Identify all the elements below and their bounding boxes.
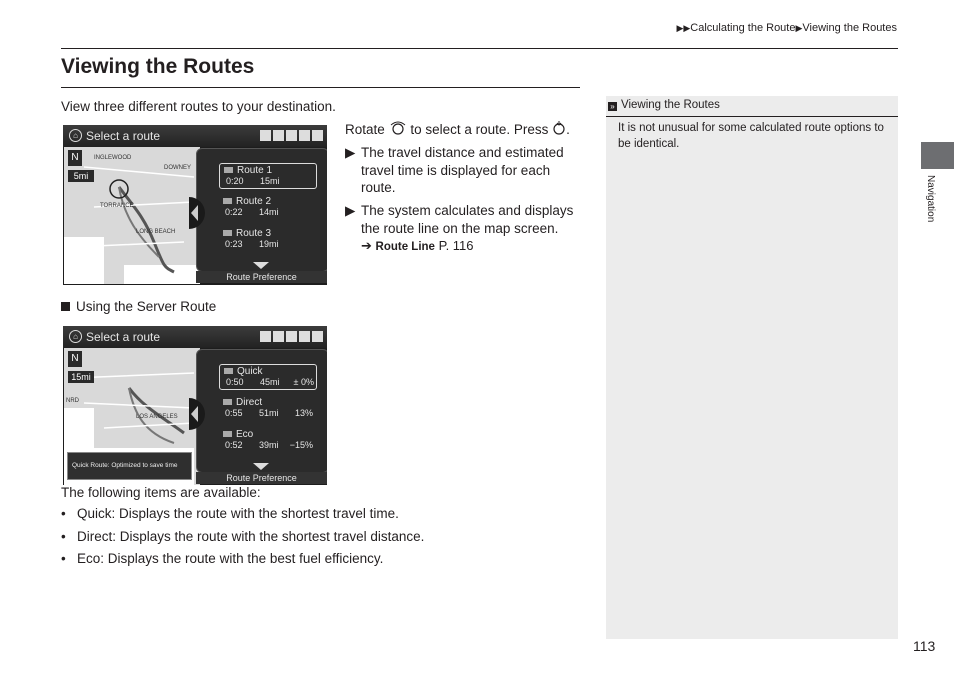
step-bullet: ▶ The travel distance and estimated travel time is displayed for each route. xyxy=(345,145,564,195)
screen-header xyxy=(63,326,327,348)
route-list-panel xyxy=(196,349,327,473)
interface-dial-rotate-icon xyxy=(389,121,407,135)
route-option[interactable]: Route 1 0:20 15mi xyxy=(219,163,317,189)
breadcrumb-separator: ▶ xyxy=(795,23,803,33)
back-icon: ⌂ xyxy=(69,330,82,343)
items-intro: The following items are available: xyxy=(61,485,261,500)
screen-title: Select a route xyxy=(86,330,161,344)
section-tab-marker xyxy=(921,142,954,169)
items-list xyxy=(61,506,424,574)
reference-arrow-icon: ➔ xyxy=(361,238,372,253)
map-scale: 5mi xyxy=(68,170,94,182)
route-option[interactable]: Direct 0:55 51mi 13% xyxy=(225,397,313,418)
sidebar-note xyxy=(606,96,898,639)
route-preference-button[interactable]: Route Preference xyxy=(196,472,327,484)
map-label: LOS ANGELES xyxy=(136,414,178,420)
north-indicator: N xyxy=(68,150,82,166)
breadcrumb-current: Viewing the Routes xyxy=(802,22,897,34)
header-rule xyxy=(61,48,898,49)
north-indicator: N xyxy=(68,351,82,367)
cross-reference-link[interactable]: ➔ Route Line P. 116 xyxy=(361,238,474,253)
list-item: • Eco: Displays the route with the best fuel efficiency. xyxy=(61,551,384,566)
chevron-down-icon xyxy=(253,262,269,269)
status-icons xyxy=(260,130,323,141)
interface-dial-press-icon xyxy=(552,121,566,135)
intro-text: View three different routes to your destination. xyxy=(61,99,336,114)
route-option[interactable]: Quick 0:50 45mi ± 0% xyxy=(219,364,317,390)
back-icon: ⌂ xyxy=(69,129,82,142)
page-title: Viewing the Routes xyxy=(61,55,255,78)
title-rule xyxy=(61,87,580,88)
arrow-icon: ▶ xyxy=(345,145,356,160)
route-option[interactable]: Route 3 0:23 19mi xyxy=(225,228,279,249)
page-number: 113 xyxy=(913,638,936,654)
map-label: INGLEWOOD xyxy=(94,155,132,161)
note-icon: » xyxy=(608,102,617,111)
sidebar-body: It is not unusual for some calculated route options to be identical. xyxy=(618,122,884,150)
breadcrumb-section[interactable]: Calculating the Route xyxy=(690,22,796,34)
section-tab-label: Navigation xyxy=(925,175,936,223)
map-label: DOWNEY xyxy=(164,165,191,171)
map-label: TORRANCE xyxy=(100,203,134,209)
rotate-instruction: Rotate to select a route. Press . xyxy=(345,122,570,137)
route-tooltip: Quick Route: Optimized to save time xyxy=(67,452,192,480)
list-item: • Quick: Displays the route with the shortest travel time. xyxy=(61,506,399,521)
map-label: LONG BEACH xyxy=(136,229,176,235)
breadcrumb xyxy=(676,22,897,34)
arrow-icon: ▶ xyxy=(345,203,356,218)
status-icons xyxy=(260,331,323,342)
sidebar-heading: » Viewing the Routes xyxy=(606,96,898,117)
route-select-screenshot xyxy=(63,125,327,285)
step-bullet: ▶ The system calculates and displays the route line on the map screen. xyxy=(345,203,574,236)
list-item: • Direct: Displays the route with the shortest travel distance. xyxy=(61,528,425,544)
screen-title: Select a route xyxy=(86,129,161,143)
map-view xyxy=(64,147,200,284)
server-route-screenshot xyxy=(63,326,327,485)
route-list-panel xyxy=(196,148,327,272)
map-view xyxy=(64,348,200,485)
chevron-down-icon xyxy=(253,463,269,470)
map-scale: 15mi xyxy=(68,371,94,383)
subheading: Using the Server Route xyxy=(61,299,216,314)
route-option[interactable]: Eco 0:52 39mi −15% xyxy=(225,429,313,450)
breadcrumb-marker: ▶▶ xyxy=(676,23,691,33)
square-bullet-icon xyxy=(61,302,70,311)
route-preference-button[interactable]: Route Preference xyxy=(196,271,327,283)
map-label: NRD xyxy=(66,398,79,404)
screen-header xyxy=(63,125,327,147)
route-option[interactable]: Route 2 0:22 14mi xyxy=(225,196,279,217)
